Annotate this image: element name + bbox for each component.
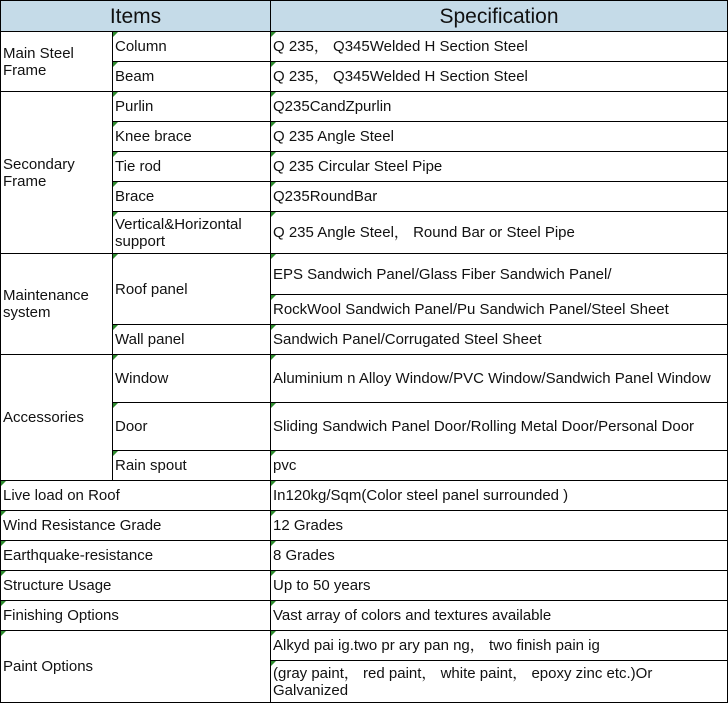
beam-label: Beam (113, 62, 271, 92)
paint-options-value-line2: (gray paint， red paint， white paint， epoxy zinc etc.)Or Galvanized (271, 661, 728, 703)
specification-header: Specification (271, 1, 728, 32)
main-steel-frame-label: Main Steel Frame (1, 32, 113, 92)
brace-value: Q235RoundBar (271, 182, 728, 212)
table-row (1, 92, 728, 122)
door-value: Sliding Sandwich Panel Door/Rolling Metal Door/Personal Door (271, 403, 728, 451)
structure-usage-label: Structure Usage (1, 571, 271, 601)
live-load-label: Live load on Roof (1, 481, 271, 511)
accessories-label: Accessories (1, 355, 113, 481)
finishing-options-label: Finishing Options (1, 601, 271, 631)
tie-rod-label: Tie rod (113, 152, 271, 182)
earthquake-value: 8 Grades (271, 541, 728, 571)
rain-spout-value: pvc (271, 451, 728, 481)
roof-panel-value-line1: EPS Sandwich Panel/Glass Fiber Sandwich Panel/ (271, 254, 728, 295)
live-load-value: In120kg/Sqm(Color steel panel surrounded ) (271, 481, 728, 511)
roof-panel-value-line2: RockWool Sandwich Panel/Pu Sandwich Panel/Steel Sheet (271, 295, 728, 325)
wind-resistance-value: 12 Grades (271, 511, 728, 541)
window-label: Window (113, 355, 271, 403)
structure-usage-value: Up to 50 years (271, 571, 728, 601)
support-value: Q 235 Angle Steel， Round Bar or Steel Pipe (271, 212, 728, 254)
header-row (1, 1, 728, 32)
brace-label: Brace (113, 182, 271, 212)
table-row (1, 511, 728, 541)
roof-panel-label: Roof panel (113, 254, 271, 325)
knee-brace-value: Q 235 Angle Steel (271, 122, 728, 152)
rain-spout-label: Rain spout (113, 451, 271, 481)
table-row (1, 541, 728, 571)
purlin-value: Q235CandZpurlin (271, 92, 728, 122)
support-label: Vertical&Horizontal support (113, 212, 271, 254)
paint-options-value-line1: Alkyd pai ig.two pr ary pan ng， two finish pain ig (271, 631, 728, 661)
wall-panel-label: Wall panel (113, 325, 271, 355)
items-header: Items (1, 1, 271, 32)
table-row (1, 254, 728, 295)
secondary-frame-label: Secondary Frame (1, 92, 113, 254)
table-row (1, 481, 728, 511)
finishing-options-value: Vast array of colors and textures available (271, 601, 728, 631)
beam-value: Q 235， Q345Welded H Section Steel (271, 62, 728, 92)
table-row (1, 631, 728, 661)
column-value: Q 235， Q345Welded H Section Steel (271, 32, 728, 62)
wind-resistance-label: Wind Resistance Grade (1, 511, 271, 541)
table-row (1, 32, 728, 62)
knee-brace-label: Knee brace (113, 122, 271, 152)
door-label: Door (113, 403, 271, 451)
tie-rod-value: Q 235 Circular Steel Pipe (271, 152, 728, 182)
earthquake-label: Earthquake-resistance (1, 541, 271, 571)
window-value: Aluminium n Alloy Window/PVC Window/Sandwich Panel Window (271, 355, 728, 403)
purlin-label: Purlin (113, 92, 271, 122)
table-row (1, 571, 728, 601)
column-label: Column (113, 32, 271, 62)
table-row (1, 601, 728, 631)
paint-options-label: Paint Options (1, 631, 271, 703)
wall-panel-value: Sandwich Panel/Corrugated Steel Sheet (271, 325, 728, 355)
maintenance-system-label: Maintenance system (1, 254, 113, 355)
table-row (1, 355, 728, 403)
